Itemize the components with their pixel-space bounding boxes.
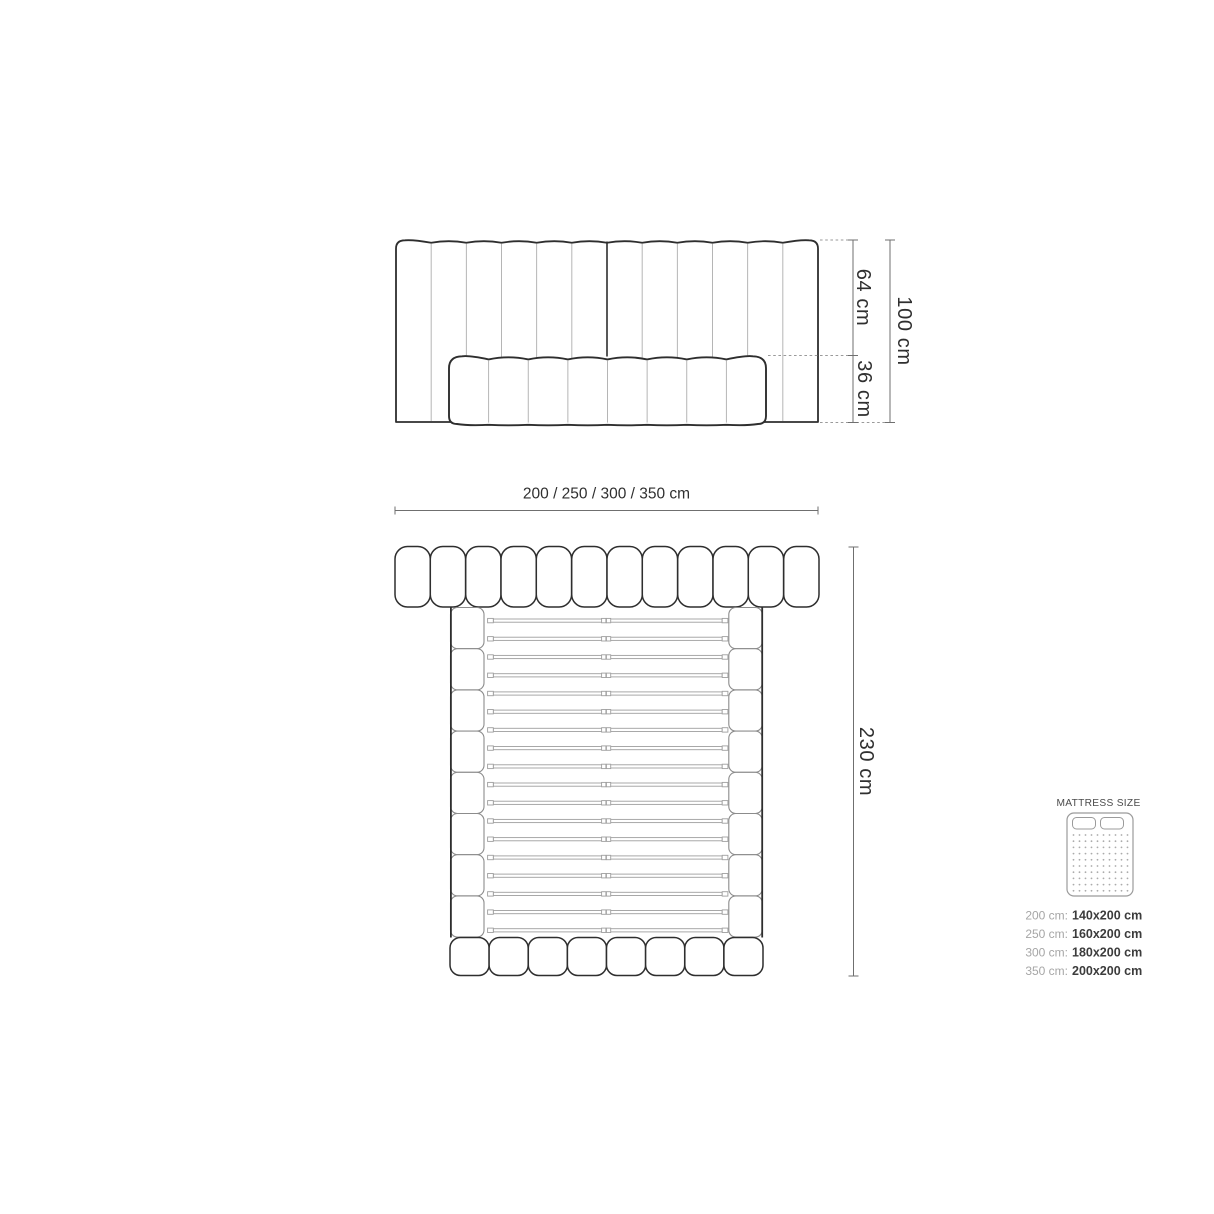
mattress-quilting-dot (1073, 847, 1075, 849)
mattress-quilting-dot (1103, 884, 1105, 886)
plan-slat-end-cap (722, 728, 728, 732)
plan-slat-center-cap (606, 710, 610, 714)
mattress-quilting-dot (1073, 840, 1075, 842)
mattress-quilting-dot (1115, 859, 1117, 861)
mattress-quilting-dot (1079, 878, 1081, 880)
size-row-frame-label: 350 cm: (1025, 964, 1068, 978)
plan-slat-center-cap (606, 874, 610, 878)
mattress-quilting-dot (1109, 840, 1111, 842)
size-row-mattress-value: 160x200 cm (1072, 927, 1143, 941)
plan-slat-end-cap (488, 764, 494, 768)
mattress-quilting-dot (1079, 853, 1081, 855)
plan-slat-end-cap (488, 855, 494, 859)
plan-slat-center-cap (602, 801, 606, 805)
plan-slat-end-cap (488, 655, 494, 659)
mattress-quilting-dot (1103, 871, 1105, 873)
plan-depth-label: 230 cm (855, 726, 877, 797)
mattress-quilting-dot (1085, 878, 1087, 880)
mattress-quilting-dot (1079, 890, 1081, 892)
mattress-quilting-dot (1121, 853, 1123, 855)
pillow-icon (1073, 818, 1096, 830)
front-bed-base (449, 356, 766, 425)
plan-headboard-channel (430, 547, 465, 608)
mattress-quilting-dot (1115, 834, 1117, 836)
plan-slat-center-cap (602, 928, 606, 932)
plan-footboard-channel (528, 938, 567, 976)
mattress-quilting-dot (1085, 890, 1087, 892)
mattress-quilting-dot (1073, 834, 1075, 836)
plan-slat-end-cap (722, 637, 728, 641)
mattress-quilting-dot (1103, 853, 1105, 855)
plan-slat-end-cap (722, 874, 728, 878)
mattress-quilting-dot (1091, 840, 1093, 842)
mattress-quilting-dot (1073, 878, 1075, 880)
plan-headboard-channel (784, 547, 819, 608)
plan-slat-center-cap (606, 746, 610, 750)
mattress-quilting-dot (1115, 840, 1117, 842)
mattress-quilting-dot (1091, 834, 1093, 836)
mattress-quilting-dot (1073, 859, 1075, 861)
mattress-quilting-dot (1115, 847, 1117, 849)
plan-slat-end-cap (488, 728, 494, 732)
mattress-quilting-dot (1085, 865, 1087, 867)
plan-slat-center-cap (602, 892, 606, 896)
plan-slat-center-cap (602, 691, 606, 695)
mattress-quilting-dot (1127, 859, 1129, 861)
mattress-quilting-dot (1103, 878, 1105, 880)
plan-headboard-channel (466, 547, 501, 608)
plan-slat-center-cap (602, 746, 606, 750)
front-lower-height-label: 36 cm (853, 360, 875, 418)
size-row-mattress-value: 200x200 cm (1072, 964, 1143, 978)
mattress-quilting-dot (1085, 884, 1087, 886)
mattress-quilting-dot (1097, 865, 1099, 867)
plan-slat-center-cap (606, 801, 610, 805)
mattress-quilting-dot (1085, 853, 1087, 855)
plan-slat-end-cap (488, 837, 494, 841)
plan-slat-center-cap (602, 910, 606, 914)
mattress-quilting-dot (1127, 847, 1129, 849)
mattress-quilting-dot (1115, 878, 1117, 880)
mattress-quilting-dot (1073, 871, 1075, 873)
mattress-quilting-dot (1115, 884, 1117, 886)
plan-headboard-channel (501, 547, 536, 608)
mattress-size-panel (1025, 798, 1142, 978)
mattress-quilting-dot (1085, 871, 1087, 873)
plan-rail-segment-left (451, 896, 485, 937)
plan-rail-segment-left (451, 608, 485, 649)
mattress-quilting-dot (1091, 865, 1093, 867)
plan-slat-center-cap (602, 782, 606, 786)
plan-slat-end-cap (488, 618, 494, 622)
plan-slat-end-cap (488, 874, 494, 878)
mattress-quilting-dot (1079, 865, 1081, 867)
size-row-mattress-value: 180x200 cm (1072, 945, 1143, 960)
plan-slat-end-cap (722, 782, 728, 786)
plan-slat-end-cap (488, 892, 494, 896)
plan-footboard-channel (607, 938, 646, 976)
mattress-quilting-dot (1091, 847, 1093, 849)
mattress-quilting-dot (1097, 884, 1099, 886)
top-plan-view (395, 486, 877, 977)
plan-slat-end-cap (722, 892, 728, 896)
plan-slat-center-cap (602, 655, 606, 659)
plan-rail-segment-left (451, 690, 485, 731)
plan-rail-segment-left (451, 649, 485, 690)
mattress-quilting-dot (1109, 865, 1111, 867)
mattress-quilting-dot (1121, 890, 1123, 892)
plan-slat-end-cap (488, 746, 494, 750)
plan-slats (488, 618, 728, 932)
plan-footboard-channel (646, 938, 685, 976)
mattress-quilting-dot (1121, 884, 1123, 886)
plan-slat-center-cap (602, 764, 606, 768)
size-row-frame-label: 250 cm: (1025, 927, 1068, 941)
plan-slat-end-cap (722, 801, 728, 805)
mattress-quilting-dot (1103, 859, 1105, 861)
mattress-quilting-dot (1127, 884, 1129, 886)
plan-slat-end-cap (722, 746, 728, 750)
mattress-quilting-dot (1109, 853, 1111, 855)
size-row-mattress-value: 140x200 cm (1072, 908, 1143, 923)
mattress-quilting-dot (1103, 840, 1105, 842)
mattress-quilting-dot (1127, 878, 1129, 880)
mattress-quilting-dot (1085, 847, 1087, 849)
mattress-quilting-dot (1121, 834, 1123, 836)
plan-rail-segment-right (729, 731, 763, 772)
plan-footboard-channel (724, 938, 763, 976)
plan-slat-end-cap (722, 710, 728, 714)
plan-headboard-channel (748, 547, 783, 608)
mattress-quilting-dot (1091, 878, 1093, 880)
plan-rail-segment-left (451, 814, 485, 855)
mattress-quilting-dot (1121, 878, 1123, 880)
plan-headboard-channel (713, 547, 748, 608)
plan-rail-segment-left (451, 855, 485, 896)
plan-rail-segment-left (451, 731, 485, 772)
plan-headboard-channel (607, 547, 642, 608)
plan-slat-center-cap (602, 710, 606, 714)
plan-slat-center-cap (606, 618, 610, 622)
plan-slat-end-cap (488, 819, 494, 823)
mattress-quilting-dot (1109, 847, 1111, 849)
size-row-frame-label: 200 cm: (1025, 908, 1068, 923)
plan-slat-end-cap (488, 673, 494, 677)
mattress-quilting-dot (1121, 859, 1123, 861)
mattress-quilting-dot (1109, 878, 1111, 880)
plan-headboard-channel (678, 547, 713, 608)
mattress-quilting-dot (1109, 890, 1111, 892)
plan-slat-end-cap (488, 910, 494, 914)
mattress-quilting-dot (1127, 840, 1129, 842)
mattress-size-list (1025, 909, 1142, 979)
plan-rail-segment-right (729, 772, 763, 813)
plan-rail-segment-right (729, 814, 763, 855)
plan-slat-center-cap (602, 874, 606, 878)
plan-slat-end-cap (722, 618, 728, 622)
mattress-quilting-dot (1103, 847, 1105, 849)
plan-headboard-channel (395, 547, 430, 608)
plan-slat-end-cap (488, 710, 494, 714)
mattress-icon (1067, 813, 1133, 896)
mattress-quilting-dot (1079, 834, 1081, 836)
plan-rail-segment-right (729, 608, 763, 649)
mattress-quilting-dot (1097, 878, 1099, 880)
plan-slat-end-cap (722, 928, 728, 932)
mattress-quilting-dot (1079, 840, 1081, 842)
mattress-quilting-dot (1115, 871, 1117, 873)
mattress-quilting-dot (1121, 871, 1123, 873)
plan-slat-center-cap (602, 618, 606, 622)
mattress-quilting-dot (1091, 859, 1093, 861)
mattress-quilting-dot (1097, 847, 1099, 849)
plan-rail-segment-right (729, 690, 763, 731)
mattress-quilting-dot (1097, 840, 1099, 842)
plan-slat-end-cap (488, 801, 494, 805)
mattress-quilting-dot (1085, 834, 1087, 836)
plan-slat-center-cap (606, 855, 610, 859)
mattress-quilting-dot (1109, 871, 1111, 873)
plan-slat-end-cap (488, 637, 494, 641)
plan-headboard (395, 547, 819, 608)
mattress-quilting-dot (1127, 871, 1129, 873)
plan-slat-center-cap (606, 764, 610, 768)
plan-slat-end-cap (722, 819, 728, 823)
plan-slat-end-cap (488, 782, 494, 786)
plan-slat-center-cap (602, 855, 606, 859)
plan-slat-end-cap (722, 673, 728, 677)
mattress-quilting-dot (1091, 853, 1093, 855)
plan-rail-segment-left (451, 772, 485, 813)
plan-footboard-channel (567, 938, 606, 976)
mattress-quilting-dot (1115, 853, 1117, 855)
mattress-quilting-dot (1127, 834, 1129, 836)
plan-footboard (450, 938, 763, 976)
mattress-quilting-dot (1121, 865, 1123, 867)
mattress-quilting-dot (1109, 859, 1111, 861)
mattress-quilting-dot (1079, 871, 1081, 873)
pillow-icon (1101, 818, 1124, 830)
plan-footboard-channel (489, 938, 528, 976)
plan-slat-center-cap (606, 655, 610, 659)
mattress-quilting-dot (1085, 859, 1087, 861)
mattress-quilting-dot (1079, 859, 1081, 861)
mattress-quilting-dot (1091, 890, 1093, 892)
plan-slat-end-cap (722, 691, 728, 695)
plan-slat-end-cap (722, 910, 728, 914)
plan-headboard-channel (642, 547, 677, 608)
mattress-quilting-dot (1091, 884, 1093, 886)
plan-slat-center-cap (606, 782, 610, 786)
plan-slat-end-cap (488, 691, 494, 695)
plan-width-label: 200 / 250 / 300 / 350 cm (522, 485, 691, 503)
plan-slat-center-cap (602, 728, 606, 732)
plan-slat-center-cap (602, 837, 606, 841)
mattress-panel-title: MATTRESS SIZE (1056, 798, 1141, 809)
mattress-quilting-dot (1103, 834, 1105, 836)
plan-slat-end-cap (488, 928, 494, 932)
front-total-height-label: 100 cm (893, 296, 915, 366)
plan-slat-center-cap (606, 928, 610, 932)
plan-slat-center-cap (602, 819, 606, 823)
front-upper-height-label: 64 cm (852, 268, 874, 327)
plan-slat-center-cap (602, 673, 606, 677)
size-row-frame-label: 300 cm: (1025, 945, 1068, 960)
mattress-quilting-dot (1097, 890, 1099, 892)
plan-slat-center-cap (606, 691, 610, 695)
mattress-quilting-dot (1097, 871, 1099, 873)
plan-slat-center-cap (602, 637, 606, 641)
plan-rail-segment-right (729, 896, 763, 937)
mattress-quilting-dot (1127, 890, 1129, 892)
mattress-quilting-dot (1097, 859, 1099, 861)
mattress-quilting-dot (1085, 840, 1087, 842)
plan-slat-end-cap (722, 837, 728, 841)
mattress-quilting-dot (1127, 853, 1129, 855)
plan-slat-center-cap (606, 837, 610, 841)
plan-footboard-channel (685, 938, 724, 976)
mattress-quilting-dot (1097, 834, 1099, 836)
front-elevation-view (396, 240, 915, 425)
plan-headboard-channel (536, 547, 571, 608)
mattress-quilting-dot (1115, 890, 1117, 892)
mattress-quilting-dot (1073, 884, 1075, 886)
mattress-quilting-dot (1103, 865, 1105, 867)
mattress-quilting-dot (1079, 884, 1081, 886)
mattress-quilting-dot (1121, 847, 1123, 849)
plan-slat-end-cap (722, 764, 728, 768)
plan-rail-segment-right (729, 649, 763, 690)
plan-slat-center-cap (606, 673, 610, 677)
plan-slat-end-cap (722, 655, 728, 659)
mattress-quilting-dot (1097, 853, 1099, 855)
mattress-quilting-dot (1073, 865, 1075, 867)
plan-slat-center-cap (606, 819, 610, 823)
plan-slat-center-cap (606, 637, 610, 641)
mattress-quilting-dot (1109, 884, 1111, 886)
mattress-quilting-dot (1091, 871, 1093, 873)
mattress-quilting-dot (1109, 834, 1111, 836)
plan-slat-center-cap (606, 910, 610, 914)
plan-footboard-channel (450, 938, 489, 976)
plan-width-dimension-line (395, 507, 818, 515)
mattress-quilting-dot (1115, 865, 1117, 867)
mattress-quilting-dot (1073, 890, 1075, 892)
mattress-quilting-dot (1127, 865, 1129, 867)
plan-headboard-channel (572, 547, 607, 608)
plan-slat-center-cap (606, 892, 610, 896)
mattress-quilting-dot (1103, 890, 1105, 892)
mattress-quilting-dot (1121, 840, 1123, 842)
plan-rail-segment-right (729, 855, 763, 896)
mattress-quilting-dot (1079, 847, 1081, 849)
plan-slat-end-cap (722, 855, 728, 859)
mattress-quilting-dot (1073, 853, 1075, 855)
plan-slat-center-cap (606, 728, 610, 732)
